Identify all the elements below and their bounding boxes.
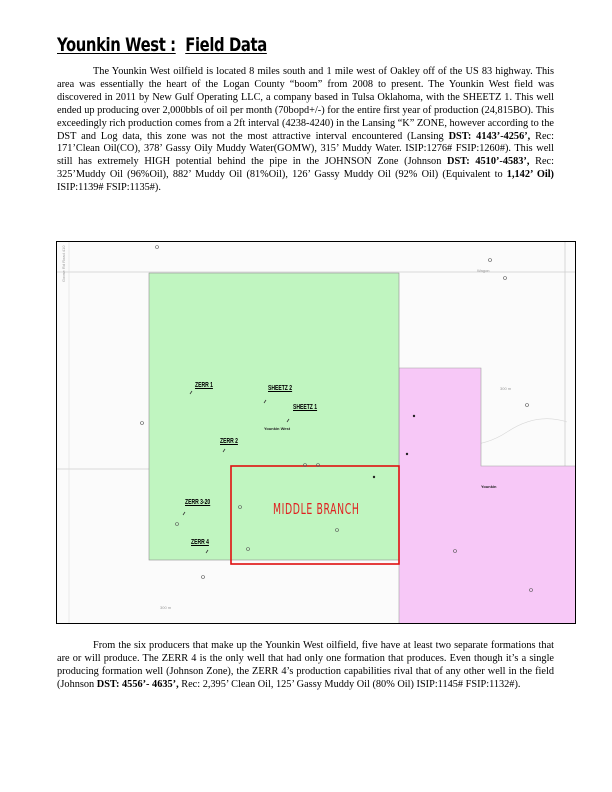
well-label-zerr-1: ZERR 1	[195, 382, 213, 389]
middle-branch-label: MIDDLE BRANCH	[273, 500, 360, 518]
map-graphic	[57, 242, 576, 624]
intro-text-2: Rec: 171’Clean Oil(CO), 378’ Gassy Oily Muddy Water(GOMW), 315’ Muddy Water. ISIP:1276# FSIP:1260#). This well still has extremely HIGH potential behind the pipe in the JOHNSON Zone (Johnson	[57, 130, 554, 168]
outro-text-1: From the six producers that make up the Younkin West oilfield, five have at least two separate formations that are or will produce. The ZERR 4 is the only well that had only one formation that produces. Even though it’s a single producing formation well (Johnson Zone), the ZERR 4’s production capabilities rival that of any other well in the field (Johnson	[57, 640, 554, 690]
well-label-zerr-4: ZERR 4	[191, 539, 209, 546]
well-label-zerr-2: ZERR 2	[220, 438, 238, 445]
road-label-west: Goose Rd Road 410	[61, 245, 66, 282]
outro-text-2: Rec: 2,395’ Clean Oil, 125’ Gassy Muddy Oil (80% Oil) ISIP:1145# FSIP:1132#).	[178, 678, 521, 690]
intro-text-1: The Younkin West oilfield is located 8 miles south and 1 mile west of Oakley off of the US 83 highway. This area was essentially the heart of the Logan County “boom” from 2008 to present. The Younkin West field was discovered in 2011 by New Gulf Operating LLC, a company based in Tulsa Oklahoma, with the SHEETZ 1. This well ended up producing over 2,000bbls of oil per month (70bopd+/-) for the entire first year of production (24,815BO). This exceedingly rich production comes from a 2ft interval (4238-4240) in the Lansing “K” ZONE, however according to the DST and Log data, this zone was not the most attractive interval encountered (Lansing	[57, 66, 554, 142]
intro-text-4: ISIP:1139# FSIP:1135#).	[57, 182, 161, 194]
intro-dst-1: DST: 4143’-4256’,	[448, 130, 531, 142]
well-label-sheetz-1: SHEETZ 1	[293, 404, 318, 411]
title-main: Younkin West :	[57, 34, 176, 56]
field-map	[56, 241, 576, 624]
field-name-label: Younkin West	[264, 426, 291, 431]
title-sub: Field Data	[185, 34, 267, 56]
intro-equivalent: 1,142’ Oil)	[506, 169, 554, 181]
road-label-wagon: Wagon	[477, 268, 490, 273]
scale-label-east: 300 m	[500, 386, 512, 391]
page-title	[57, 34, 267, 56]
intro-text-3: Rec: 325’Muddy Oil (96%Oil), 882’ Muddy Oil (81%Oil), 126’ Gassy Muddy Oil (92% Oil) (Equivalent to	[57, 156, 554, 181]
east-parcel	[399, 368, 576, 624]
intro-dst-2: DST: 4510’-4583’,	[447, 156, 530, 168]
well-label-zerr-3-20: ZERR 3-20	[185, 499, 211, 506]
outro-dst: DST: 4556’- 4635’,	[96, 678, 179, 690]
scale-label-south: 300 m	[160, 605, 172, 610]
well-label-sheetz-2: SHEETZ 2	[268, 385, 293, 392]
outro-paragraph	[57, 640, 554, 692]
intro-paragraph	[57, 66, 554, 195]
east-parcel-label: Younkin	[481, 484, 497, 489]
